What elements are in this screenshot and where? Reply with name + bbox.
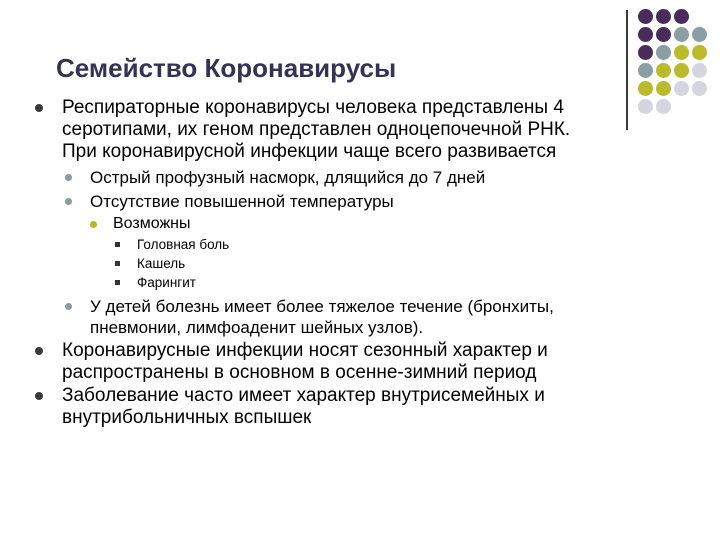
bullet-text-line: внутрибольничных вспышек xyxy=(62,407,312,428)
bullet-icon xyxy=(35,347,43,355)
bullet-icon xyxy=(65,174,72,181)
bullet-text-line: распространены в основном в осенне-зимний период xyxy=(62,362,537,383)
bullet-text-line: пневмонии, лимфоаденит шейных узлов). xyxy=(90,318,424,337)
slide-title: Семейство Коронавирусы xyxy=(56,53,397,83)
bullet-text-line: Головная боль xyxy=(137,237,230,252)
bullet-item xyxy=(137,274,196,292)
bullet-icon xyxy=(115,280,120,285)
bullet-icon xyxy=(35,392,43,400)
bullet-text-line: Отсутствие повышенной температуры xyxy=(90,192,394,211)
bullet-text-line: Возможны xyxy=(113,215,191,232)
bullet-item xyxy=(137,236,229,254)
bullet-text-line: серотипами, их геном представлен одноцепочечной РНК. xyxy=(62,119,571,140)
bullet-item xyxy=(62,340,548,384)
bullet-item xyxy=(90,167,485,188)
bullet-icon xyxy=(65,303,72,310)
bullet-text-line: Фарингит xyxy=(137,275,196,290)
bullet-text-line: Заболевание часто имеет характер внутрисемейных и xyxy=(62,385,545,406)
bullet-item xyxy=(62,97,570,163)
bullet-item xyxy=(113,214,190,234)
bullet-item xyxy=(137,255,185,273)
bullet-text-line: У детей болезнь имеет более тяжелое течение (бронхиты, xyxy=(90,297,554,316)
bullet-text-line: Коронавирусные инфекции носят сезонный характер и xyxy=(62,340,548,361)
bullet-text-line: Респираторные коронавирусы человека представлены 4 xyxy=(62,97,564,118)
bullet-icon xyxy=(90,221,97,228)
bullet-icon xyxy=(115,242,120,247)
bullet-item xyxy=(90,296,554,338)
bullet-icon xyxy=(35,104,43,112)
bullet-text-line: Острый профузный насморк, длящийся до 7 дней xyxy=(90,168,486,187)
bullet-item xyxy=(90,191,394,212)
bullet-text-line: При коронавирусной инфекции чаще всего развивается xyxy=(62,141,557,162)
bullet-icon xyxy=(115,261,120,266)
bullet-text-line: Кашель xyxy=(137,256,186,271)
bullet-item xyxy=(62,385,545,429)
bullet-icon xyxy=(65,198,72,205)
